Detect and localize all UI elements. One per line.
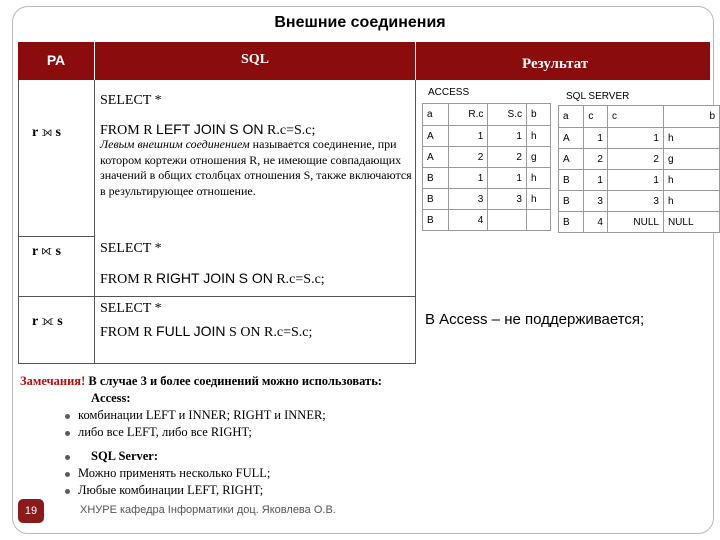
notes-warning-label: Замечания! <box>20 374 86 388</box>
table-cell: A <box>559 128 584 149</box>
table-cell: h <box>663 170 719 191</box>
notes-access-item: комбинации LEFT и INNER; RIGHT и INNER; <box>78 408 326 422</box>
full-sql-line1: SELECT * <box>100 301 162 316</box>
table-cell: NULL <box>663 212 719 233</box>
table-cell <box>488 210 527 231</box>
table-cell: B <box>423 210 449 231</box>
notes-sqlserver-item: Можно применять несколько FULL; <box>78 466 271 480</box>
table-cell: 3 <box>607 191 663 212</box>
table-cell: B <box>423 168 449 189</box>
notes-lead-text: В случае 3 и более соединений можно использовать: <box>85 374 382 388</box>
header-result-label: Результат <box>522 56 589 72</box>
right-join-symbol: ⟖ <box>41 242 53 258</box>
left-join-operator <box>32 123 61 141</box>
column-header: b <box>526 104 550 126</box>
table-cell: 1 <box>607 128 663 149</box>
table-cell: 3 <box>448 189 488 210</box>
table-row <box>423 189 551 210</box>
header-result <box>416 42 710 80</box>
full-join-symbol: ⟗ <box>41 312 54 328</box>
access-table-label: ACCESS <box>428 87 470 98</box>
table-cell: B <box>559 191 584 212</box>
grid-line <box>94 80 95 364</box>
grid-line <box>18 363 415 364</box>
notes-access-item: либо все LEFT, либо все RIGHT; <box>78 425 252 439</box>
right-join-operator <box>32 242 61 260</box>
header-ra-label: РА <box>46 52 66 68</box>
grid-line <box>18 236 94 237</box>
table-cell: 3 <box>584 191 608 212</box>
header-ra <box>18 42 94 80</box>
column-header: b <box>663 106 719 128</box>
access-result-table <box>422 103 551 231</box>
header-sql-label: SQL <box>240 52 269 67</box>
column-header: c <box>584 106 608 128</box>
notes-sqlserver-item: Любые комбинации LEFT, RIGHT; <box>78 483 264 497</box>
full-sql-line2: FROM R FULL JOIN S ON R.c=S.c; <box>100 323 313 340</box>
table-cell: B <box>423 189 449 210</box>
table-cell: h <box>663 191 719 212</box>
slide-title: Внешние соединения <box>274 14 446 31</box>
notes-sqlserver-label: SQL Server: <box>91 449 159 463</box>
bullet-icon <box>65 431 70 436</box>
table-header-row <box>423 104 551 126</box>
table-cell: 1 <box>584 128 608 149</box>
table-header-row <box>559 106 720 128</box>
full-join-operator <box>32 312 63 330</box>
operand-r: r <box>32 314 38 329</box>
table-row <box>423 168 551 189</box>
grid-line <box>18 296 415 297</box>
header-sql <box>95 42 415 80</box>
bullet-icon <box>65 472 70 477</box>
table-cell: B <box>559 212 584 233</box>
column-header: c <box>607 106 663 128</box>
bullet-icon <box>65 455 70 460</box>
page-number: 19 <box>18 499 44 523</box>
table-row <box>559 212 720 233</box>
table-cell <box>526 210 550 231</box>
operand-r: r <box>32 244 38 259</box>
table-cell: NULL <box>607 212 663 233</box>
notes-access-label: Access: <box>91 391 131 405</box>
table-row <box>559 191 720 212</box>
column-header: S.c <box>488 104 527 126</box>
operand-s: s <box>57 314 63 329</box>
table-cell: 3 <box>488 189 527 210</box>
column-header: a <box>423 104 449 126</box>
table-row <box>423 126 551 147</box>
operand-r: r <box>32 125 38 140</box>
table-cell: h <box>663 128 719 149</box>
table-cell: 2 <box>584 149 608 170</box>
right-sql-line1: SELECT * <box>100 241 162 256</box>
left-join-description: Левым внешним соединением называется соединение, при котором кортежи отношения R, не имеющие совпадающих значений в общих столбцах отношения S, также включаются в результирующее отношение. <box>100 137 412 198</box>
column-header: a <box>559 106 584 128</box>
table-row <box>423 210 551 231</box>
table-cell: 2 <box>448 147 488 168</box>
column-header: R.c <box>448 104 488 126</box>
operand-s: s <box>55 244 61 259</box>
table-cell: 2 <box>488 147 527 168</box>
table-cell: h <box>526 126 550 147</box>
table-row <box>559 149 720 170</box>
table-row <box>559 170 720 191</box>
table-cell: 1 <box>448 168 488 189</box>
right-sql-line2: FROM R RIGHT JOIN S ON R.c=S.c; <box>100 270 325 287</box>
table-cell: h <box>526 168 550 189</box>
table-cell: B <box>559 170 584 191</box>
table-cell: 1 <box>584 170 608 191</box>
table-cell: g <box>663 149 719 170</box>
grid-line <box>18 80 19 364</box>
sqlserver-result-table <box>558 105 720 233</box>
sqlserver-table-label: SQL SERVER <box>566 91 630 102</box>
left-sql-line2: FROM R LEFT JOIN S ON R.c=S.c; <box>100 121 316 138</box>
operand-s: s <box>55 125 61 140</box>
table-cell: 1 <box>607 170 663 191</box>
full-join-result: В Access – не поддерживается; <box>425 311 645 328</box>
table-row <box>423 147 551 168</box>
table-cell: A <box>559 149 584 170</box>
table-cell: 1 <box>448 126 488 147</box>
table-cell: 2 <box>607 149 663 170</box>
table-cell: h <box>526 189 550 210</box>
left-join-symbol: ⟕ <box>41 123 53 139</box>
footer-text: ХНУРЕ кафедра Інформатики доц. Яковлева О.В. <box>80 504 336 516</box>
table-cell: 1 <box>488 126 527 147</box>
bullet-icon <box>65 414 70 419</box>
table-cell: A <box>423 126 449 147</box>
left-sql-line1: SELECT * <box>100 93 162 108</box>
bullet-icon <box>65 489 70 494</box>
notes-lead <box>20 373 382 390</box>
grid-line <box>415 80 416 364</box>
table-row <box>559 128 720 149</box>
table-cell: A <box>423 147 449 168</box>
table-cell: 4 <box>584 212 608 233</box>
table-cell: 1 <box>488 168 527 189</box>
table-cell: 4 <box>448 210 488 231</box>
table-cell: g <box>526 147 550 168</box>
